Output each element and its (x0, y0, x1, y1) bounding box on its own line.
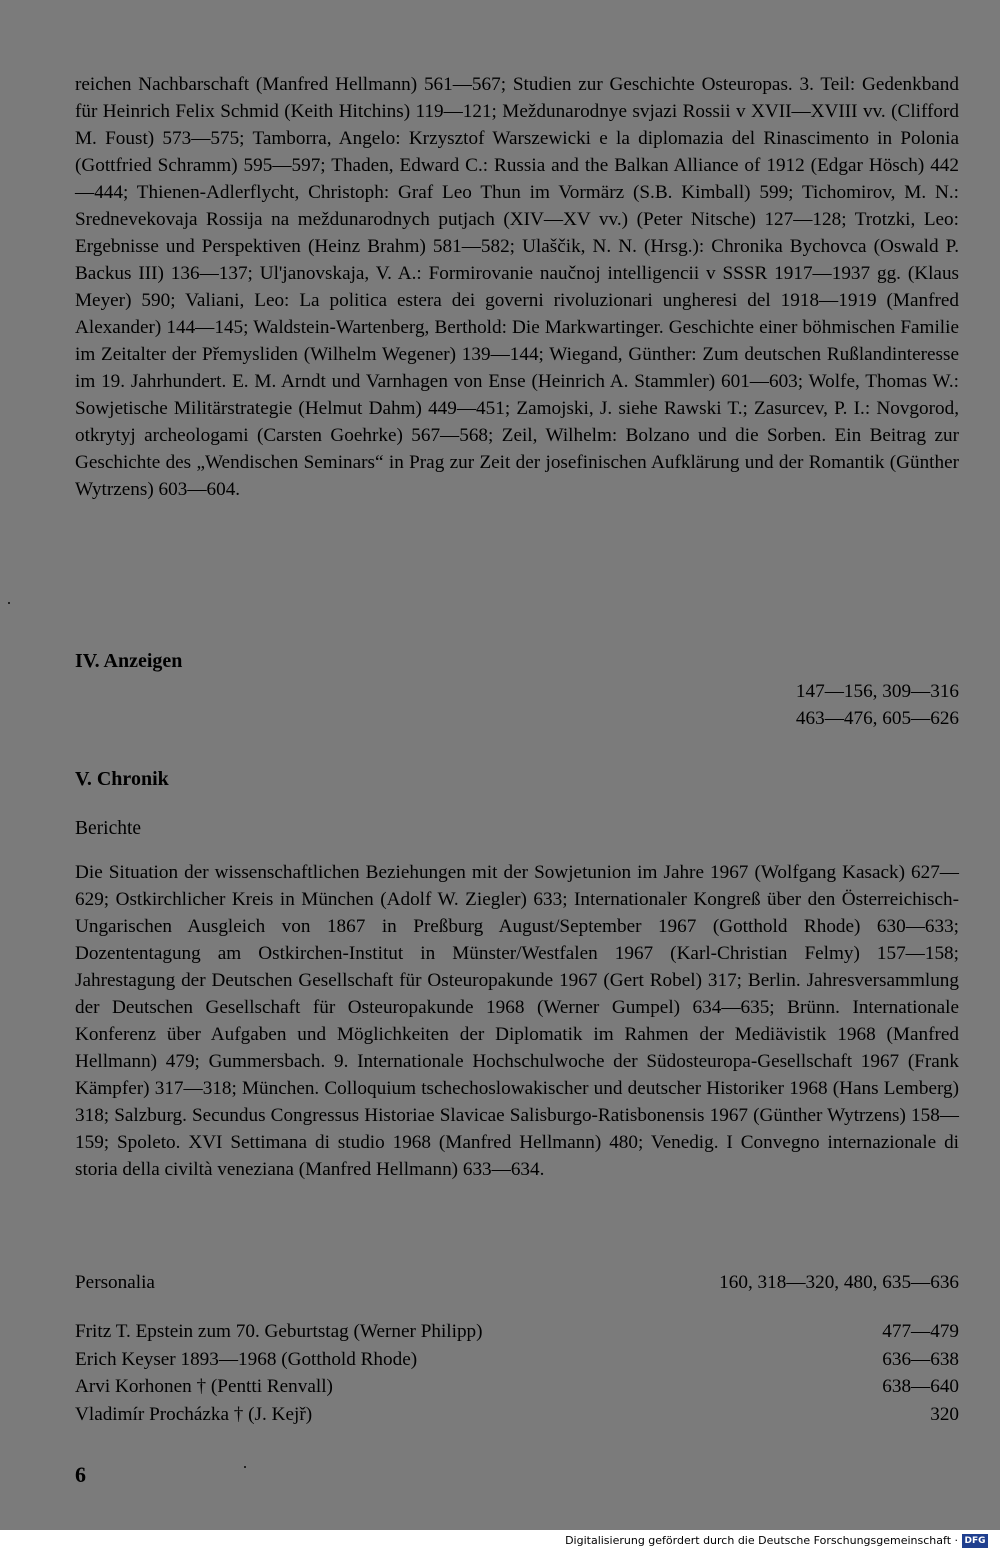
anzeigen-pages-line2: 463—476, 605—626 (795, 708, 959, 729)
list-item (75, 1401, 959, 1428)
berichte-heading: Berichte (75, 818, 142, 839)
anzeigen-heading: IV. Anzeigen (75, 650, 183, 672)
berichte-text: Die Situation der wissenschaftlichen Beziehungen mit der Sowjetunion im Jahre 1967 (Wolfgang Kasack) 627—629; Ostkirchlicher Kreis in München (Adolf W. Ziegler) 633; Internationaler Kongreß über den Österreichisch-Ungarischen Ausgleich von 1867 in Preßburg August/September 1967 (Gotthold Rhode) 630—633; Dozententagung am Ostkirchen-Institut in Münster/Westfalen 1967 (Karl-Christian Felmy) 157—158; Jahrestagung der Deutschen Gesellschaft für Osteuropakunde 1967 (Gert Robel) 317; Berlin. Jahresversammlung der Deutschen Gesellschaft für Osteuropakunde 1968 (Werner Gumpel) 634—635; Brünn. Internationale Konferenz über Aufgaben und Möglichkeiten der Diplomatik im Rahmen der Mediävistik 1968 (Manfred Hellmann) 479; Gummersbach. 9. Internationale Hochschulwoche der Südosteuropa-Gesellschaft 1967 (Frank Kämpfer) 317—318; München. Colloquium tschechoslowakischer und deutscher Historiker 1968 (Hans Lemberg) 318; Salzburg. Secundus Congressus Historiae Slavicae Salisburgo-Ratisbonensis 1967 (Günther Wytrzens) 158—159; Spoleto. XVI Settimana di studio 1968 (Manfred Hellmann) 480; Venedig. I Convegno internazionale di storia della civiltà veneziana (Manfred Hellmann) 633—634. (75, 862, 959, 1180)
footer-credit: Digitalisierung gefördert durch die Deutsche Forschungsgemeinschaft · (565, 1534, 958, 1547)
personalia-pages: 160, 318—320, 480, 635—636 (719, 1272, 959, 1293)
list-item (75, 1373, 959, 1400)
list-item (75, 1346, 959, 1373)
personalia-item-pages: 320 (930, 1404, 959, 1425)
chronik-heading: V. Chronik (75, 768, 169, 790)
scan-speck (244, 1466, 246, 1468)
digitization-footer (0, 1530, 1000, 1554)
anzeigen-pages-line1: 147—156, 309—316 (795, 681, 959, 702)
personalia-item-pages: 636—638 (882, 1349, 959, 1370)
personalia-item-title: Erich Keyser 1893—1968 (Gotthold Rhode) (75, 1349, 418, 1370)
dfg-logo-icon: DFG (962, 1534, 988, 1548)
personalia-item-title: Fritz T. Epstein zum 70. Geburtstag (Werner Philipp) (75, 1321, 483, 1342)
page-number: 6 (75, 1462, 86, 1487)
personalia-heading: Personalia (75, 1272, 155, 1293)
review-list-continuation: reichen Nachbarschaft (Manfred Hellmann) 561—567; Studien zur Geschichte Osteuropas. 3. Teil: Gedenkband für Heinrich Felix Schmid (Keith Hitchins) 119—121; Meždunarodnye svjazi Rossii v XVII—XVIII vv. (Clifford M. Foust) 573—575; Tamborra, Angelo: Krzysztof Warszewicki e la diplomazia del Rinascimento in Polonia (Gottfried Schramm) 595—597; Thaden, Edward C.: Russia and the Balkan Alliance of 1912 (Edgar Hösch) 442—444; Thienen-Adlerflycht, Christoph: Graf Leo Thun im Vormärz (S.B. Kimball) 599; Tichomirov, M. N.: Srednevekovaja Rossija na meždunarodnych putjach (XIV—XV vv.) (Peter Nitsche) 127—128; Trotzki, Leo: Ergebnisse und Perspektiven (Heinz Brahm) 581—582; Ulaščik, N. N. (Hrsg.): Chronika Bychovca (Oswald P. Backus III) 136—137; Ul'janovskaja, V. A.: Formirovanie naučnoj intelligencii v SSSR 1917—1937 gg. (Klaus Meyer) 590; Valiani, Leo: La politica estera dei governi rivoluzionari ungheresi del 1918—1919 (Manfred Alexander) 144—145; Waldstein-Wartenberg, Berthold: Die Markwartinger. Geschichte einer böhmischen Familie im Zeitalter der Přemysliden (Wilhelm Wegener) 139—144; Wiegand, Günther: Zum deutschen Rußlandinteresse im 19. Jahrhundert. E. M. Arndt und Varnhagen von Ense (Heinrich A. Stammler) 601—603; Wolfe, Thomas W.: Sowjetische Militärstrategie (Helmut Dahm) 449—451; Zamojski, J. siehe Rawski T.; Zasurcev, P. I.: Novgorod, otkrytyj archeologami (Carsten Goehrke) 567—568; Zeil, Wilhelm: Bolzano und die Sorben. Ein Beitrag zur Geschichte des „Wendischen Seminars“ in Prag zur Zeit der josefinischen Aufklärung und der Romantik (Günther Wytrzens) 603—604. (75, 74, 959, 500)
personalia-item-pages: 477—479 (882, 1321, 959, 1342)
list-item (75, 1318, 959, 1345)
personalia-item-title: Vladimír Procházka † (J. Kejř) (75, 1404, 313, 1425)
scan-speck (8, 602, 10, 604)
personalia-item-title: Arvi Korhonen † (Pentti Renvall) (75, 1376, 333, 1397)
personalia-row (75, 1269, 959, 1296)
personalia-item-pages: 638—640 (882, 1376, 959, 1397)
